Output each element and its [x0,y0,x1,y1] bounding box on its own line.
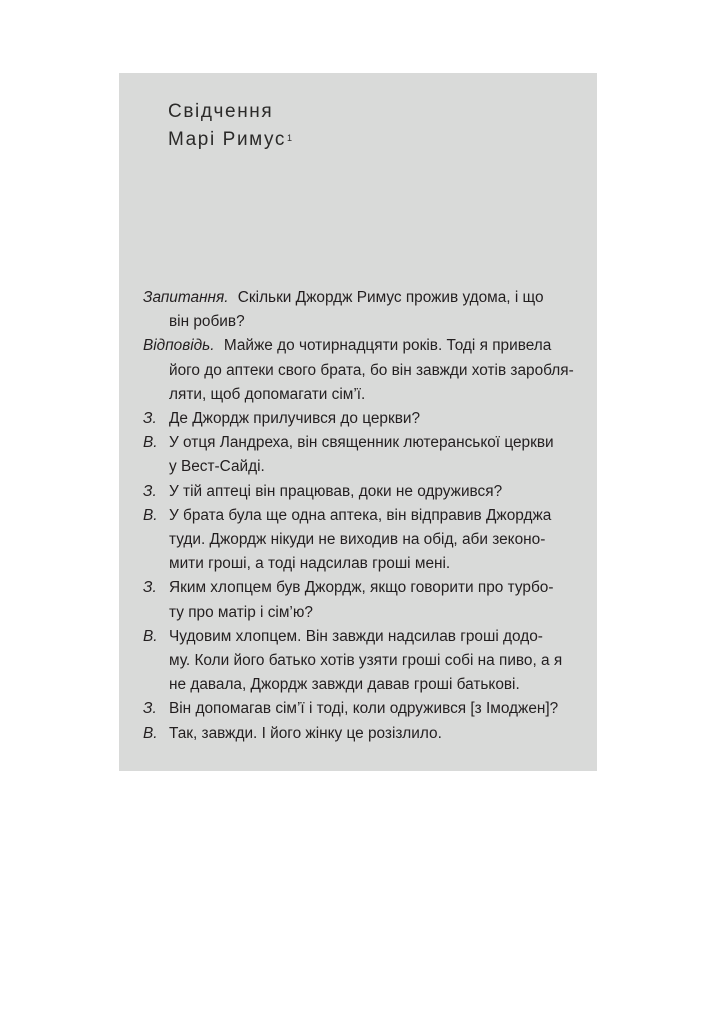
speaker-mark: З. [143,579,157,597]
speaker-mark: В. [143,434,158,452]
entry-text [169,431,579,479]
speaker-mark: В. [143,506,158,524]
entry-line: його до аптеки свого брата, бо він завжди хотів заробля- [169,361,574,379]
entry-text [169,576,579,624]
entry-line: Майже до чотирнадцяти років. Тоді я привела [223,337,552,355]
entry-text [169,722,579,746]
entry-line: му. Коли його батько хотів узяти гроші собі на пиво, а я [169,652,563,670]
heading-line-2 [168,126,292,154]
dialogue-entry-question [143,697,579,721]
entry-line: не давала, Джордж завжди давав гроші батькові. [169,676,520,694]
entry-line: Яким хлопцем був Джордж, якщо говорити про турбо- [169,579,554,597]
entry-line: ту про матір і сім’ю? [169,603,313,621]
dialogue-entry-question [143,480,579,504]
heading-name: Марі Римус [168,129,287,150]
entry-line: Так, завжди. І його жінку це розізлило. [169,724,442,742]
entry-line: ляти, щоб допомагати сім’ї. [169,385,366,403]
speaker-mark: Запитання. [143,289,229,306]
interview-dialogue [143,286,579,746]
entry-text [169,337,574,402]
heading-line-1: Свідчення [168,101,274,122]
entry-line: Він допомагав сім’ї і тоді, коли одружився [з Імоджен]? [169,700,559,718]
entry-line: У брата була ще одна аптека, він відправив Джорджа [169,506,552,524]
dialogue-entry-question [143,576,579,624]
entry-line: У тій аптеці він працював, доки не одружився? [169,482,503,500]
dialogue-entry-answer [143,504,579,577]
speaker-mark: З. [143,410,157,428]
entry-text [169,697,579,721]
entry-line: мити гроші, а тоді надсилав гроші мені. [169,555,451,573]
footnote-marker: 1 [287,133,293,143]
dialogue-entry-answer [143,431,579,479]
entry-text [169,407,579,431]
entry-text [169,480,579,504]
entry-line: Чудовим хлопцем. Він завжди надсилав гроші додо- [169,627,543,645]
dialogue-entry-question [143,407,579,431]
entry-line: Де Джордж прилучився до церкви? [169,410,421,428]
speaker-mark: З. [143,700,157,718]
entry-line: туди. Джордж нікуди не виходив на обід, аби зеконо- [169,531,546,549]
dialogue-entry-question [143,286,579,334]
dialogue-entry-answer [143,334,579,407]
section-heading [168,98,292,154]
dialogue-entry-answer [143,722,579,746]
speaker-mark: В. [143,724,158,742]
entry-line: У отця Ландреха, він священник лютеранської церкви [169,434,554,452]
dialogue-entry-answer [143,625,579,698]
entry-line: у Вест-Сайді. [169,458,265,476]
speaker-mark: В. [143,627,158,645]
entry-text [169,504,579,577]
speaker-mark: Відповідь. [143,337,215,355]
speaker-mark: З. [143,482,157,500]
entry-line: Скільки Джордж Римус прожив удома, і що [237,289,544,306]
entry-line: він робив? [169,313,245,331]
entry-text [169,625,579,698]
